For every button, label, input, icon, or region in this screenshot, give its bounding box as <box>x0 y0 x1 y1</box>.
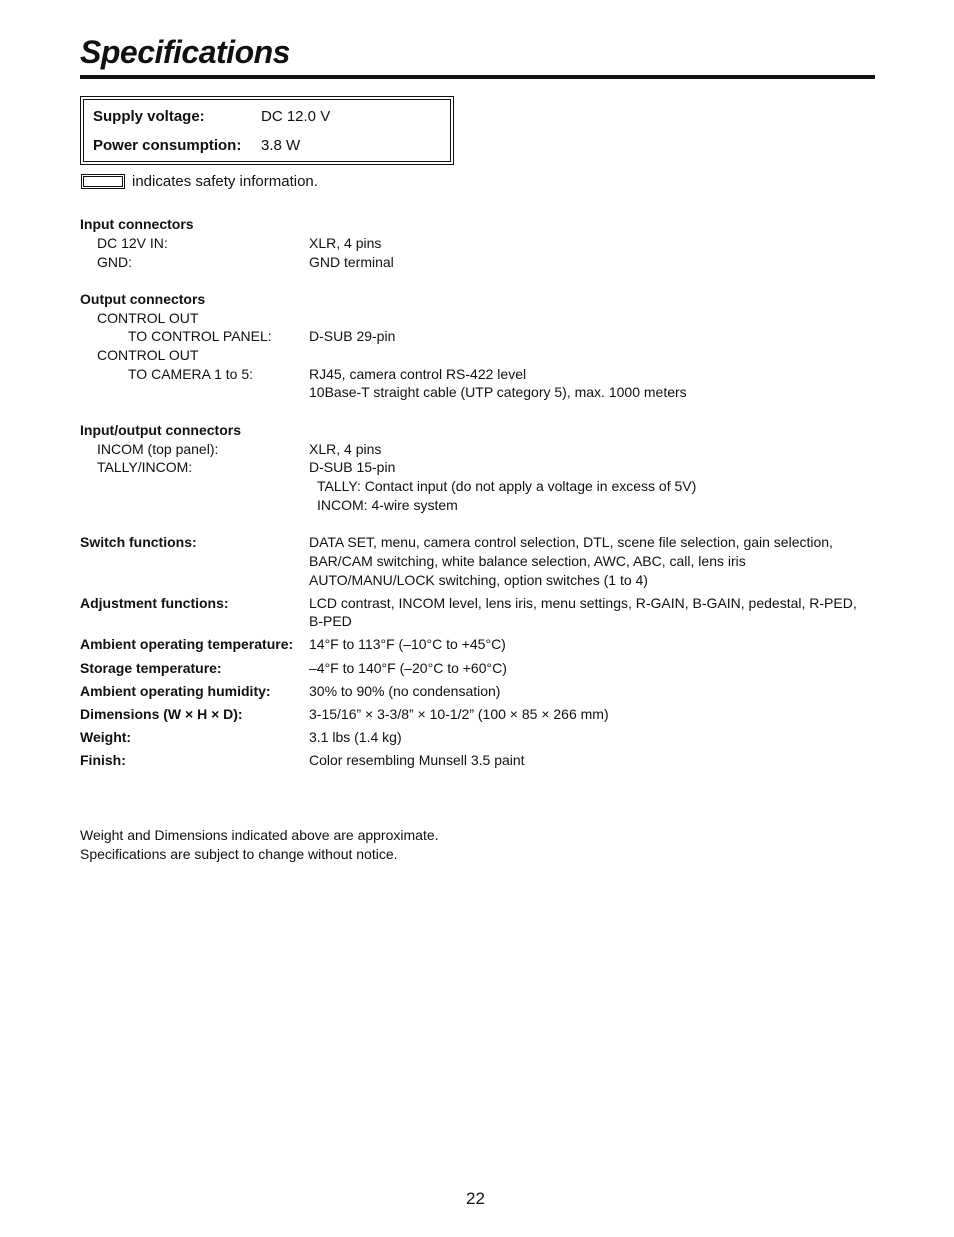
spec-label: Finish: <box>80 752 126 768</box>
control-out-label-1: CONTROL OUT <box>97 310 199 326</box>
spec-label: Ambient operating temperature: <box>80 636 294 652</box>
page-title: Specifications <box>80 34 290 70</box>
safety-symbol-icon <box>81 174 125 189</box>
to-camera-label: TO CAMERA 1 to 5: <box>128 366 254 382</box>
io-connectors-heading: Input/output connectors <box>80 422 241 438</box>
gnd-label: GND: <box>97 254 132 270</box>
spec-label: Ambient operating humidity: <box>80 683 271 699</box>
adjustment-functions-line: B-PED <box>309 613 352 629</box>
dc12v-value: XLR, 4 pins <box>309 235 382 251</box>
spec-value: 14°F to 113°F (–10°C to +45°C) <box>309 636 506 652</box>
dc12v-label: DC 12V IN: <box>97 235 168 251</box>
switch-functions-line: BAR/CAM switching, white balance selection, AWC, ABC, call, lens iris <box>309 553 746 569</box>
spec-value: 30% to 90% (no condensation) <box>309 683 501 699</box>
adjustment-functions-label: Adjustment functions: <box>80 595 229 611</box>
note-line: Specifications are subject to change without notice. <box>80 846 398 862</box>
gnd-value: GND terminal <box>309 254 394 270</box>
spec-value: –4°F to 140°F (–20°C to +60°C) <box>309 660 507 676</box>
incom-note: INCOM: 4-wire system <box>317 497 458 513</box>
supply-voltage-value: DC 12.0 V <box>261 108 331 125</box>
power-consumption-label: Power consumption: <box>93 137 242 154</box>
tally-note: TALLY: Contact input (do not apply a voltage in excess of 5V) <box>317 478 697 494</box>
adjustment-functions-line: LCD contrast, INCOM level, lens iris, menu settings, R-GAIN, B-GAIN, pedestal, R-PED, <box>309 595 857 611</box>
spec-label: Storage temperature: <box>80 660 222 676</box>
spec-value: 3-15/16” × 3-3/8” × 10-1/2” (100 × 85 × 266 mm) <box>309 706 609 722</box>
supply-box <box>80 96 454 165</box>
tally-label: TALLY/INCOM: <box>97 459 193 475</box>
safety-note: indicates safety information. <box>132 173 318 190</box>
power-consumption-value: 3.8 W <box>261 137 301 154</box>
switch-functions-line: DATA SET, menu, camera control selection, DTL, scene file selection, gain selection, <box>309 534 833 550</box>
page-number: 22 <box>466 1189 485 1208</box>
incom-label: INCOM (top panel): <box>97 441 219 457</box>
note-line: Weight and Dimensions indicated above are approximate. <box>80 827 439 843</box>
output-connectors-heading: Output connectors <box>80 291 206 307</box>
control-out-label-2: CONTROL OUT <box>97 347 199 363</box>
spec-label: Dimensions (W × H × D): <box>80 706 243 722</box>
to-control-panel-value: D-SUB 29-pin <box>309 328 396 344</box>
to-camera-value: RJ45, camera control RS-422 level <box>309 366 527 382</box>
switch-functions-line: AUTO/MANU/LOCK switching, option switches (1 to 4) <box>309 572 648 588</box>
to-control-panel-label: TO CONTROL PANEL: <box>128 328 272 344</box>
spec-value: 3.1 lbs (1.4 kg) <box>309 729 402 745</box>
incom-value: XLR, 4 pins <box>309 441 382 457</box>
title-rule <box>80 75 875 79</box>
tally-value: D-SUB 15-pin <box>309 459 396 475</box>
spec-value: Color resembling Munsell 3.5 paint <box>309 752 525 768</box>
to-camera-cable: 10Base-T straight cable (UTP category 5), max. 1000 meters <box>309 384 687 400</box>
supply-voltage-label: Supply voltage: <box>93 108 205 125</box>
spec-label: Weight: <box>80 729 132 745</box>
input-connectors-heading: Input connectors <box>80 216 194 232</box>
switch-functions-label: Switch functions: <box>80 534 197 550</box>
